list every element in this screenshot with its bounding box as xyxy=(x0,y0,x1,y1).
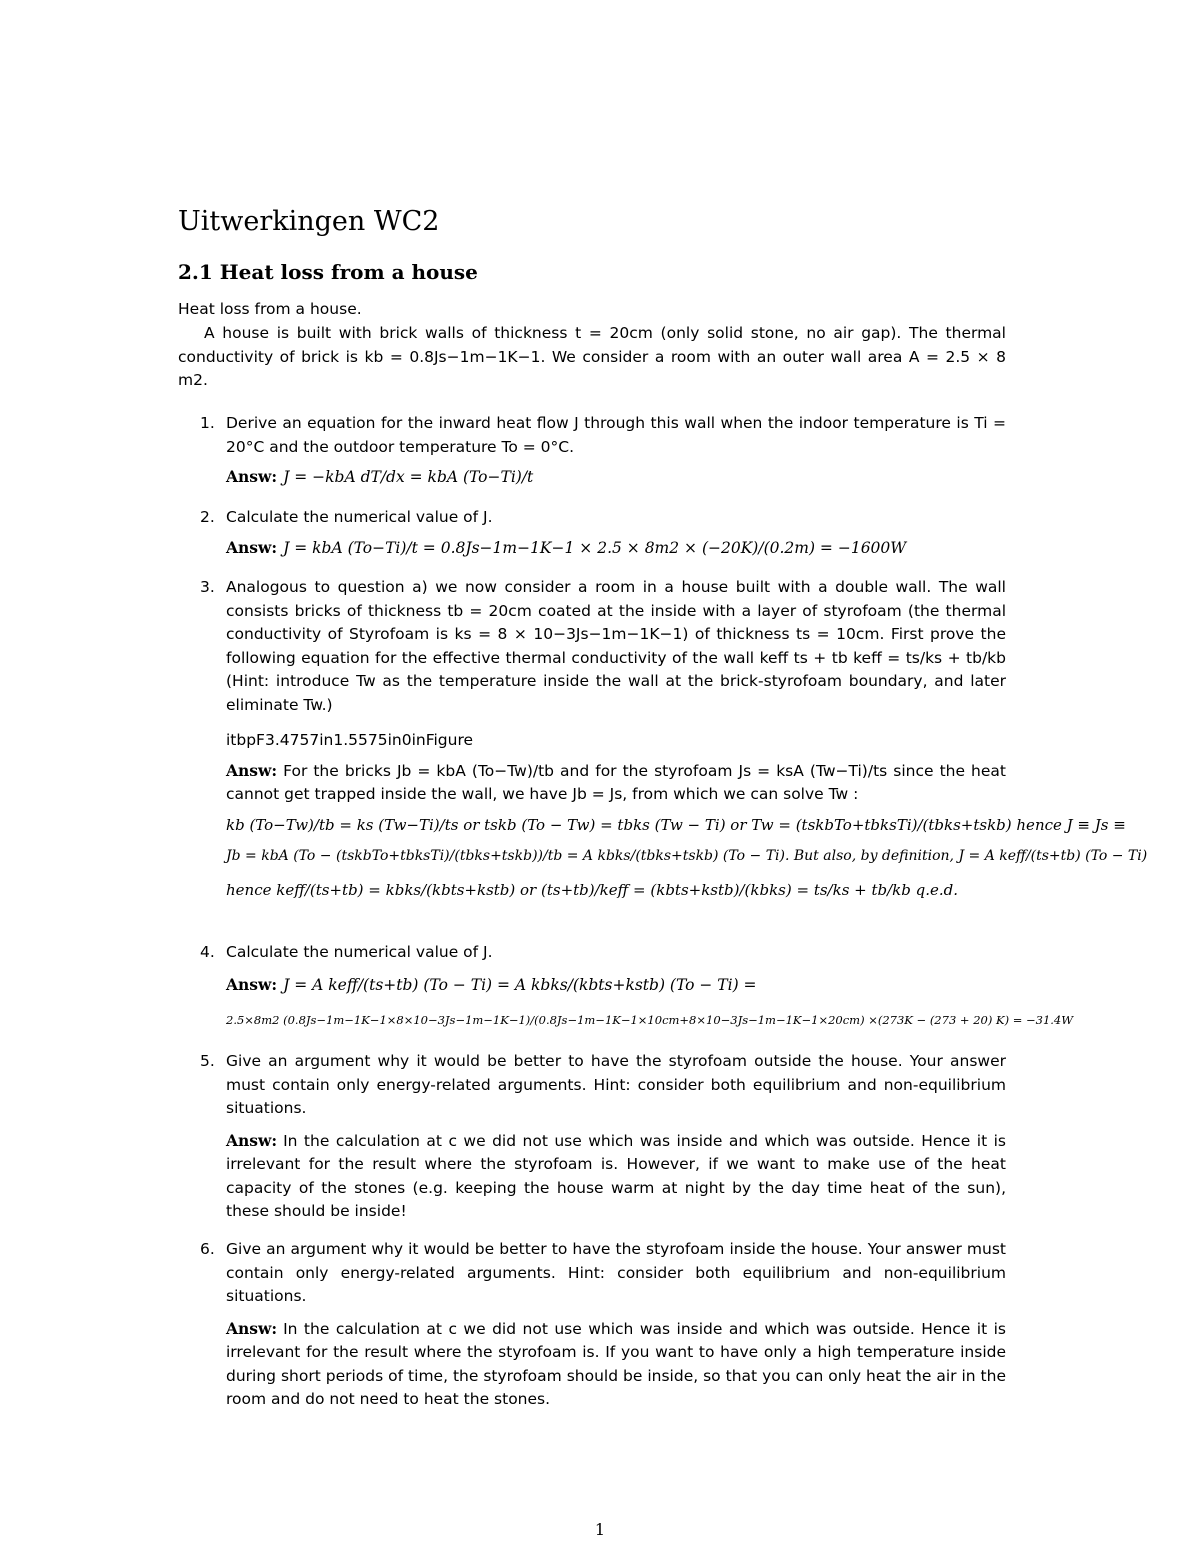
answer-formula: hence keff/(ts+tb) = kbks/(kbts+kstb) or (ts+tb)/keff = (kbts+kstb)/(kbks) = ts/ks + tb/kb q.e.d. xyxy=(226,880,959,899)
section-title: 2.1 Heat loss from a house xyxy=(178,260,478,284)
answer-formula: 2.5×8m2 (0.8Js−1m−1K−1×8×10−3Js−1m−1K−1)/(0.8Js−1m−1K−1×10cm+8×10−3Js−1m−1K−1×20cm) ×(273K − (273 + 20) K) = −31.4W xyxy=(226,1013,1074,1027)
figure-reference: itbpF3.4757in1.5575in0inFigure xyxy=(226,731,474,749)
answer-formula: J = kbA (To−Ti)/t = 0.8Js−1m−1K−1 × 2.5 × 8m2 × (−20K)/(0.2m) = −1600W xyxy=(283,538,907,557)
list-item xyxy=(178,941,1074,1033)
document-title: Uitwerkingen WC2 xyxy=(178,206,440,237)
answer-formula: J = −kbA dT/dx = kbA (To−Ti)/t xyxy=(283,468,534,486)
answer-label: Answ: xyxy=(226,974,278,994)
item-number: 6. xyxy=(200,1240,215,1258)
question-text: Calculate the numerical value of J. xyxy=(226,943,493,961)
answer-text: In the calculation at c we did not use which was inside and which was outside. Hence it is irrelevant for the result where the styrofoam is. If you want to have only a high temperature inside during short periods of time, the styrofoam should be inside, so that you can only heat the air in the room and do not need to heat the stones. xyxy=(226,1319,1006,1408)
answer-label: Answ: xyxy=(226,537,278,557)
question-text: Derive an equation for the inward heat flow J through this wall when the indoor temperature is Ti = 20°C and the outdoor temperature To = 0°C. xyxy=(226,414,1006,456)
item-number: 2. xyxy=(200,508,215,526)
intro-lead: Heat loss from a house. xyxy=(178,300,362,318)
question-text: Give an argument why it would be better to have the styrofoam inside the house. Your answer must contain only energy-related arguments. Hint: consider both equilibrium and non-equilibrium situations. xyxy=(226,1240,1006,1305)
list-item xyxy=(178,576,1148,907)
list-item xyxy=(178,1238,1006,1412)
list-item xyxy=(178,412,1006,490)
answer-label: Answ: xyxy=(226,760,278,780)
item-number: 3. xyxy=(200,578,215,596)
answer-label: Answ: xyxy=(226,467,278,486)
question-text: Calculate the numerical value of J. xyxy=(226,508,493,526)
item-number: 4. xyxy=(200,943,215,961)
answer-text: In the calculation at c we did not use which was inside and which was outside. Hence it is irrelevant for the result where the styrofoam is. However, if we want to make use of the heat capacity of the stones (e.g. keeping the house warm at night by the day time heat of the sun), these should be inside! xyxy=(226,1131,1006,1220)
page-number: 1 xyxy=(594,1520,606,1539)
answer-text: For the bricks Jb = kbA (To−Tw)/tb and for the styrofoam Js = ksA (Tw−Ti)/ts since the heat cannot get trapped inside the wall, we have Jb = Js, from which we can solve Tw : xyxy=(226,761,1006,803)
answer-formula: J = A keff/(ts+tb) (To − Ti) = A kbks/(kbts+kstb) (To − Ti) = xyxy=(283,975,757,994)
intro-paragraph: A house is built with brick walls of thickness t = 20cm (only solid stone, no air gap). The thermal conductivity of brick is kb = 0.8Js−1m−1K−1. We consider a room with an outer wall area A = 2.5 × 8 m2. xyxy=(178,324,1006,389)
question-text: Give an argument why it would be better to have the styrofoam outside the house. Your answer must contain only energy-related arguments. Hint: consider both equilibrium and non-equilibrium situations. xyxy=(226,1052,1006,1117)
answer-label: Answ: xyxy=(226,1130,278,1150)
answer-label: Answ: xyxy=(226,1318,278,1338)
item-number: 1. xyxy=(200,414,215,432)
question-text: Analogous to question a) we now consider a room in a house built with a double wall. The wall consists bricks of thickness tb = 20cm coated at the inside with a layer of styrofoam (the thermal conductivity of Styrofoam is ks = 8 × 10−3Js−1m−1K−1) of thickness ts = 10cm. First prove the following equation for the effective thermal conductivity of the wall keff ts + tb keff = ts/ks + tb/kb (Hint: introduce Tw as the temperature inside the wall at the brick-styrofoam boundary, and later eliminate Tw.) xyxy=(226,578,1006,714)
answer-formula: kb (To−Tw)/tb = ks (Tw−Ti)/ts or tskb (To − Tw) = tbks (Tw − Ti) or Tw = (tskbTo+tbksTi)/(tbks+tskb) hence J ≡ Js ≡ xyxy=(226,815,1126,834)
list-item xyxy=(178,1050,1006,1224)
list-item xyxy=(178,506,1006,560)
answer-formula: Jb = kbA (To − (tskbTo+tbksTi)/(tbks+tskb))/tb = A kbks/(tbks+tskb) (To − Ti). But also, by definition, J = A keff/(ts+tb) (To − Ti) xyxy=(226,847,1148,864)
item-number: 5. xyxy=(200,1052,215,1070)
